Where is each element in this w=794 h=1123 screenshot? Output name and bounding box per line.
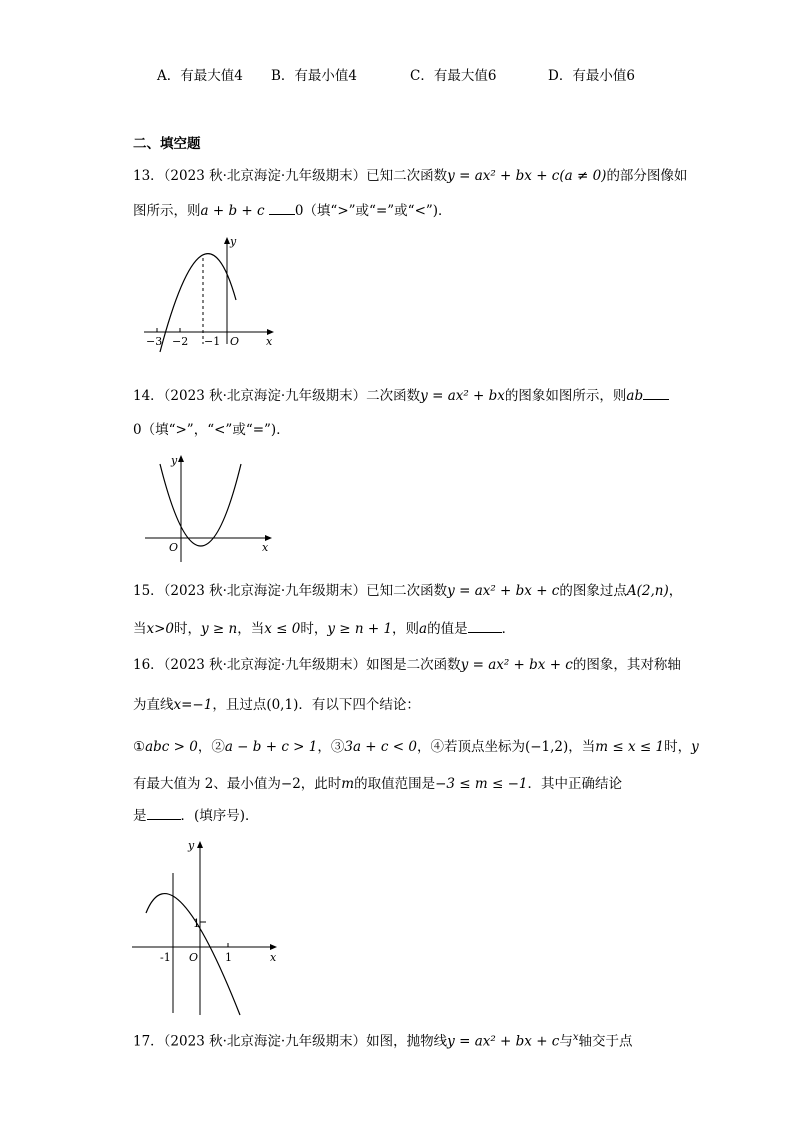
option-d: D．有最小值6 [548,68,635,84]
q14-graph [145,452,280,567]
y-label: y [171,454,178,467]
parabola [160,464,241,546]
section-heading: 二、填空题 [133,136,201,152]
q15-formula: y = ax² + bx + c [447,583,560,599]
q16-text: ．有以下四个结论： [298,697,420,713]
q17-text: 17．（2023 秋·北京海淀·九年级期末）如图，抛物线 [133,1033,448,1050]
q16-text: 16．（2023 秋·北京海淀·九年级期末）如图是二次函数 [133,657,461,673]
q17-variable: x [572,1032,579,1043]
q15-text: 的值是 [427,621,468,637]
q15-punct: ， [668,583,683,599]
q15-text: 时， [174,621,202,637]
tick-label: −2 [172,335,189,348]
tick-label: 1 [193,917,200,930]
q14-text: 14．（2023 秋·北京海淀·九年级期末）二次函数 [133,388,421,404]
origin-label: O [169,541,179,554]
q16-conclusion: a − b + c > 1 [224,739,318,755]
q16-value: −2 [280,776,301,792]
y-axis-arrow [197,841,203,848]
answer-blank[interactable] [643,385,669,400]
q16-text: ，当 [568,739,596,755]
x-axis-arrow [270,944,277,950]
q13-text: 13．（2023 秋·北京海淀·九年级期末）已知二次函数 [133,168,448,184]
q16-graph [130,835,285,1015]
q13-choices: 0（填“>”或“=”或“<”)． [294,203,452,219]
q15-text: 15．（2023 秋·北京海淀·九年级期末）已知二次函数 [133,583,448,599]
q14-expression: ab [626,388,644,404]
q16-text: ，且过点 [212,697,267,713]
answer-blank[interactable] [269,200,295,215]
q16-variable: y [691,739,699,755]
option-a: A．有最大值4 [157,68,243,84]
q15-condition: x ≤ 0 [264,621,301,637]
q13-graph [140,232,280,352]
q16-text: 的取值范围是 [354,776,436,792]
q16-formula: y = ax² + bx + c [460,657,573,673]
q15-variable: a [419,621,428,637]
answer-blank[interactable] [468,618,502,633]
q15-line1 [133,581,682,601]
q16-text: ，④若顶点坐标为 [416,739,525,755]
tick-label: −1 [204,335,221,348]
q14-formula: y = ax² + bx [420,388,505,404]
answer-blank[interactable] [147,805,181,820]
origin-label: O [189,951,199,964]
q16-marker: ，③ [317,739,345,755]
q13-expression: a + b + c [200,203,265,219]
q15-condition: y ≥ n + 1 [327,621,393,637]
q14-line1 [133,385,669,406]
x-label: x [270,951,277,964]
q16-point: (0,1) [266,697,299,713]
q15-condition: x>0 [146,621,175,637]
q16-range: −3 ≤ m ≤ −1 [435,776,528,792]
q16-conclusion: 3a + c < 0 [344,739,417,755]
y-axis-arrow [178,455,184,462]
q15-text: ，当 [237,621,265,637]
q14-line2: 0（填“>”，“<”或“=”)． [133,422,290,438]
q15-text: 时， [300,621,328,637]
q16-text-tail: 的图象，其对称轴 [572,657,681,673]
q17-formula: y = ax² + bx + c [447,1033,560,1050]
q13-text: 图所示，则 [133,203,201,219]
q16-text: 时， [664,739,692,755]
q17-text: 轴交于点 [578,1033,633,1050]
origin-label: O [230,335,240,348]
q13-line2 [133,200,452,221]
q16-axis-eq: x=−1 [173,697,213,713]
q16-line5 [133,805,259,826]
q15-point: A(2,n) [626,583,669,599]
q16-line2 [133,695,420,715]
q15-condition: y ≥ n [201,621,238,637]
x-label: x [262,541,269,554]
y-label: y [188,839,195,852]
q16-text: 为直线 [133,697,174,713]
q15-text-mid: 的图象过点 [559,583,627,599]
q16-variable: m [341,776,355,792]
q15-text: 当 [133,621,147,637]
q16-text: ，此时 [300,776,342,792]
q16-line4 [133,774,622,794]
tick-label: 1 [225,951,232,964]
q16-marker: ，② [197,739,225,755]
q16-text: ．(填序号)． [180,808,259,824]
tick-label: -1 [160,951,171,964]
q16-marker: ① [133,739,146,755]
q16-text: 是 [133,808,147,824]
q16-range: m ≤ x ≤ 1 [595,739,665,755]
option-c: C．有最大值6 [410,68,497,84]
q13-formula: y = ax² + bx + c(a ≠ 0) [447,168,607,184]
q17-text: 与 [559,1033,573,1050]
q15-punct: ． [501,621,516,637]
q17-line1 [133,1028,633,1052]
q16-vertex: (−1,2) [524,739,569,755]
q13-line1 [133,166,687,186]
q16-text: ．其中正确结论 [527,776,622,792]
tick-label: −3 [146,335,163,348]
x-label: x [266,335,273,348]
q14-text-mid: 的图象如图所示，则 [504,388,627,404]
q15-line2 [133,618,515,639]
q16-line1 [133,655,681,675]
q16-line3 [133,737,699,757]
q16-conclusion: abc > 0 [145,739,198,755]
option-b: B．有最小值4 [271,68,358,84]
q16-text: 有最大值为 2、最小值为 [133,776,281,792]
q13-text-tail: 的部分图像如 [606,168,688,184]
q15-text: ，则 [392,621,420,637]
y-label: y [230,235,237,248]
